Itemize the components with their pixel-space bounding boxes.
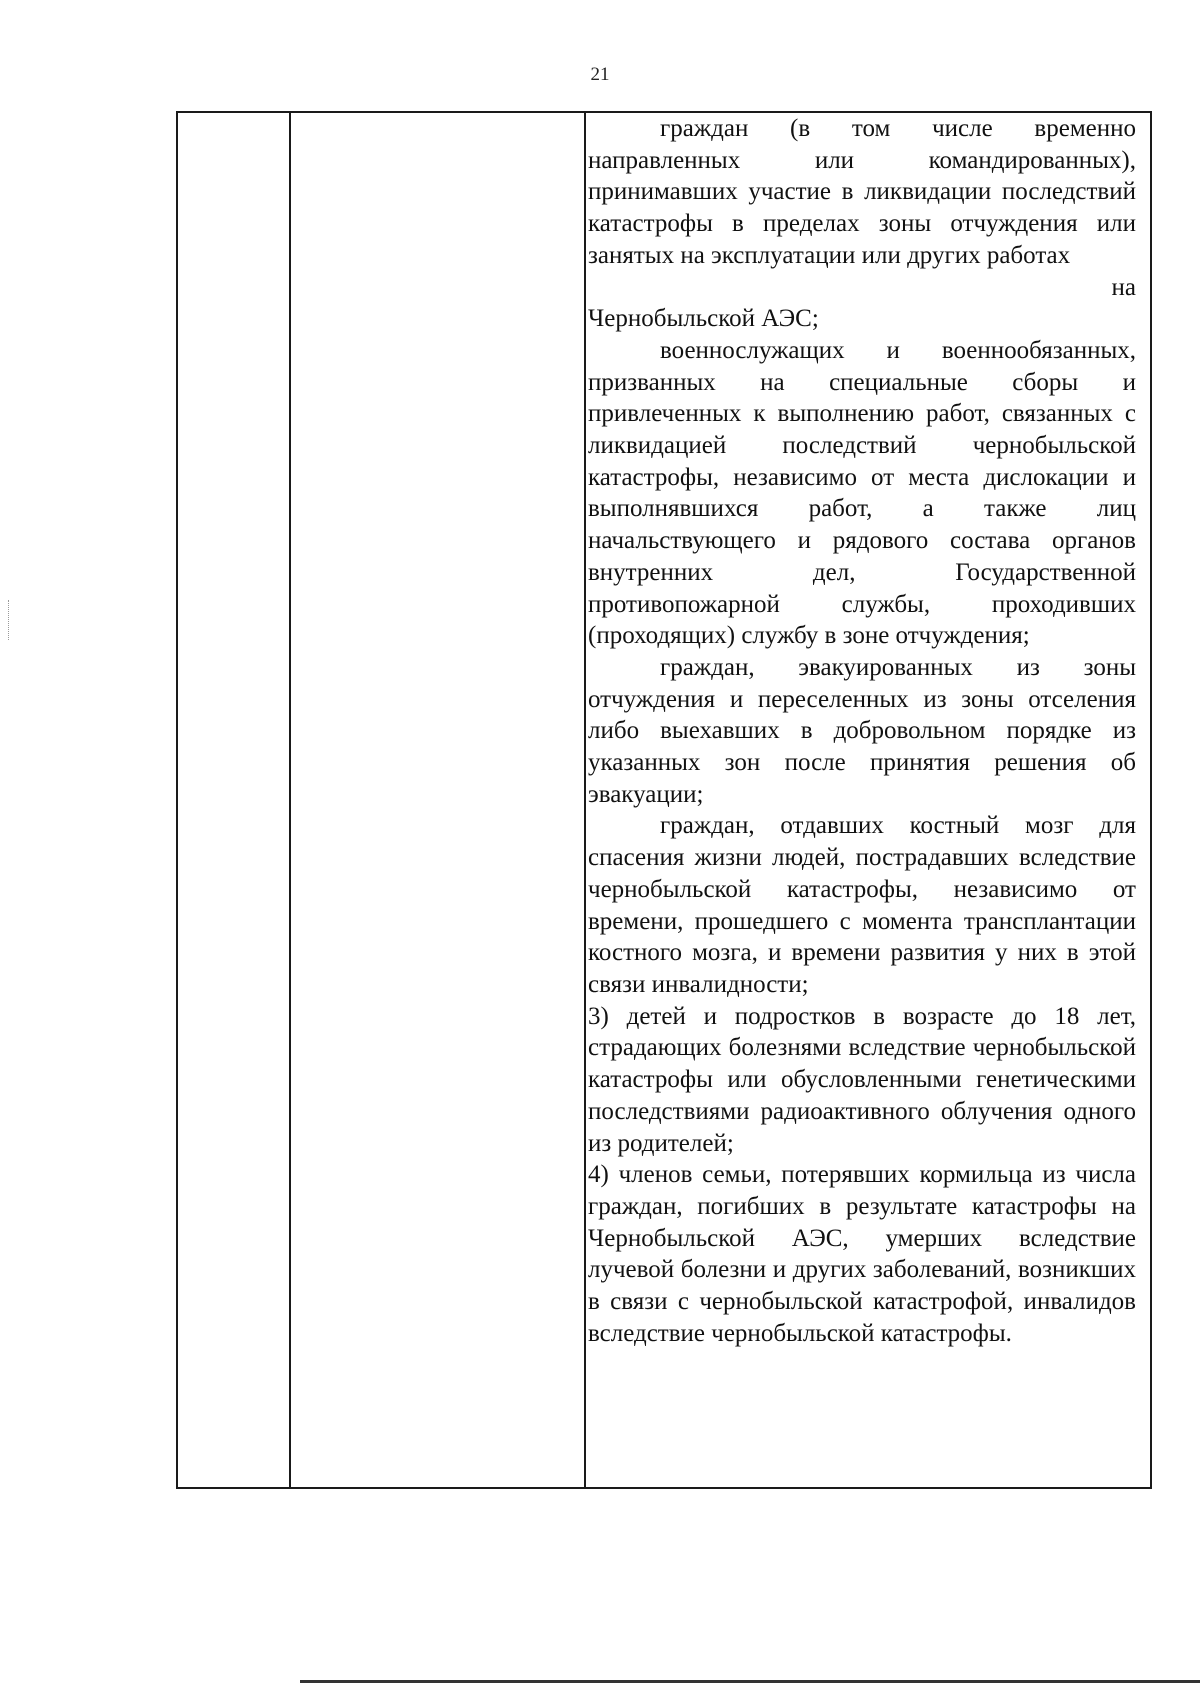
paragraph-bone-marrow-donors: граждан, отдавших костный мозг для спасения жизни людей, пострадавших вследствие чернобыльской катастрофы, независимо от времени, прошедшего с момента трансплантации костного мозга, и времени развития у них в этой связи инвалидности; [588, 812, 1136, 998]
paragraph-continuation-na: на [1111, 273, 1136, 301]
paragraph-evacuated-citizens: граждан, эвакуированных из зоны отчуждения и переселенных из зоны отселения либо выехавших в добровольном порядке из указанных зон после принятия решения об эвакуации; [588, 653, 1136, 808]
paragraph-chernobyl-npp: Чернобыльской АЭС; [588, 305, 819, 333]
table-cell-text [588, 113, 1136, 1349]
column-divider-1 [289, 113, 291, 1487]
paragraph-item-3-children: 3) детей и подростков в возрасте до 18 лет, страдающих болезнями вследствие чернобыльской катастрофы или обусловленными генетическими последствиями радиоактивного облучения одного из родителей; [588, 1002, 1136, 1157]
page-number: 21 [590, 64, 610, 85]
paragraph-citizens-liquidators: граждан (в том числе временно направленных или командированных), принимавших участие в ликвидации последствий катастрофы в пределах зоны отчуждения или занятых на эксплуатации или других работах [588, 115, 1136, 269]
document-table [176, 111, 1152, 1489]
scan-bottom-edge [300, 1680, 1200, 1683]
paragraph-military-personnel: военнослужащих и военнообязанных, призванных на специальные сборы и привлеченных к выполнению работ, связанных с ликвидацией последствий чернобыльской катастрофы, независимо от места дислокации и выполнявшихся работ, а также лиц начальствующего и рядового состава органов внутренних дел, Государственной противопожарной службы, проходивших (проходящих) службу в зоне отчуждения; [588, 336, 1136, 650]
column-divider-2 [584, 113, 586, 1487]
scan-margin-mark [8, 600, 9, 640]
paragraph-item-4-family-members: 4) членов семьи, потерявших кормильца из числа граждан, погибших в результате катастрофы на Чернобыльской АЭС, умерших вследствие лучевой болезни и других заболеваний, возникших в связи с чернобыльской катастрофой, инвалидов вследствие чернобыльской катастрофы. [588, 1161, 1136, 1347]
